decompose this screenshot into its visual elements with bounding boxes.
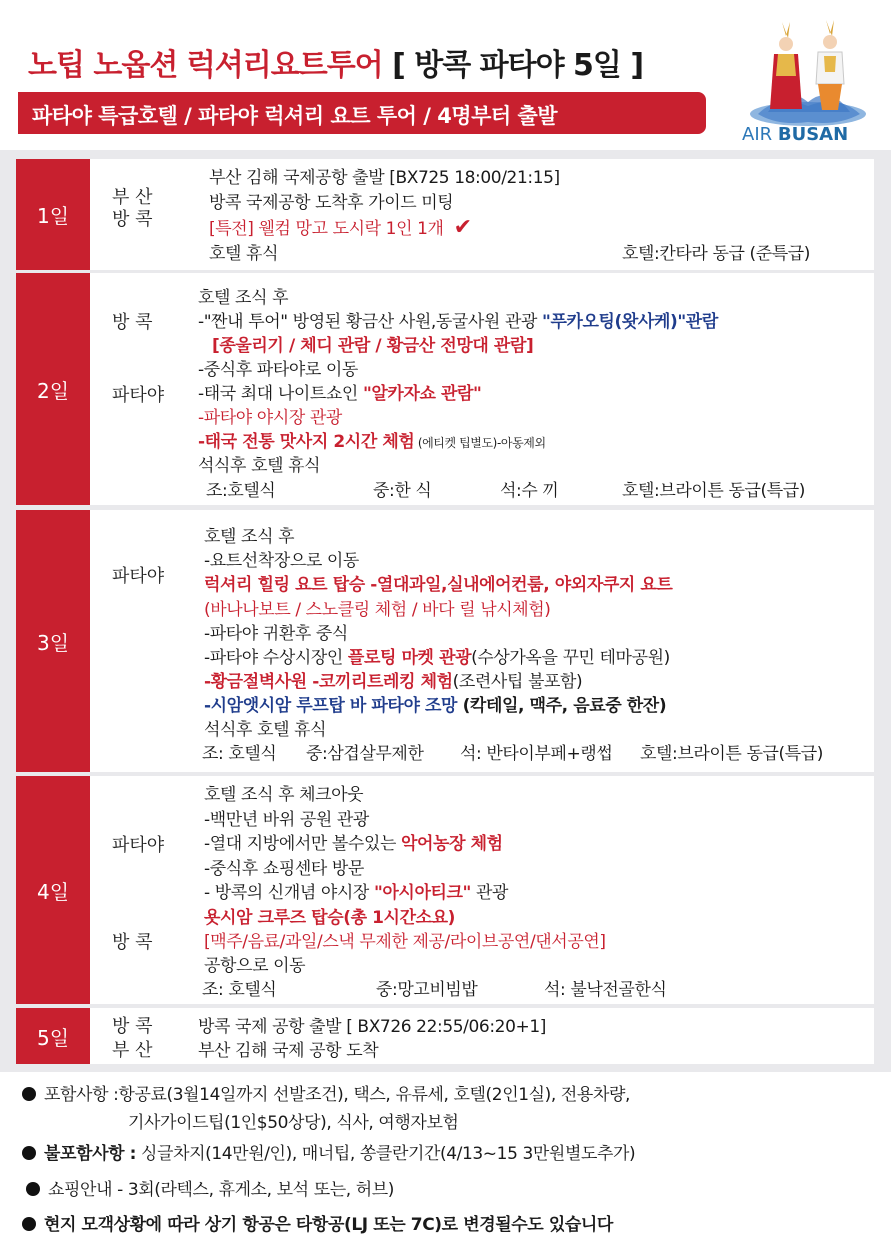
day-row-1: [16, 159, 874, 270]
itinerary-line: (바나나보트 / 스노클링 체험 / 바다 릴 낚시체험): [204, 600, 551, 620]
check-icon: ✔: [453, 215, 472, 240]
day-row-4: [16, 776, 874, 1004]
itinerary-line: 호텔 조식 후: [204, 527, 295, 547]
itinerary-line: 호텔 조식 후: [198, 288, 289, 308]
meal-lunch: 중:삼겹살무제한: [306, 744, 424, 764]
highlight-text: "알카자쇼 관람": [362, 384, 482, 404]
itinerary-line: -"짠내 투어" 방영된 황금산 사원,동굴사원 관광 "푸카오팅(왓사케)"관람: [198, 312, 718, 332]
itinerary-line: 방콕 국제 공항 출발 [ BX726 22:55/06:20+1]: [198, 1017, 546, 1037]
itinerary-line: -요트선착장으로 이동: [204, 551, 359, 571]
shopping-note: 쇼핑안내 - 3회(라텍스, 휴게소, 보석 또는, 허브): [26, 1175, 394, 1200]
place-label: 부 산: [112, 1040, 153, 1061]
meal-dinner: 석: 불낙전골한식: [544, 980, 667, 1000]
title-main: 노팁 노옵션 럭셔리요트투어: [28, 48, 383, 83]
meal-lunch: 중:망고비빔밥: [376, 980, 478, 1000]
day-label: 5일: [16, 1008, 90, 1064]
itinerary-line: -중식후 쇼핑센타 방문: [204, 859, 364, 879]
bullet-dot: [26, 1182, 40, 1196]
day-label: 3일: [16, 510, 90, 772]
itinerary-line: 석식후 호텔 휴식: [204, 720, 327, 740]
hotel-info: 호텔:브라이튼 동급(특급): [622, 481, 806, 501]
itinerary-line: 욧시암 크루즈 탑승(총 1시간소요): [204, 908, 456, 928]
itinerary-line: - 방콕의 신개념 야시장 "아시아티크" 관광: [204, 883, 509, 903]
airline-logo-text: AIR BUSAN: [742, 124, 849, 145]
itinerary-line: 방콕 국제공항 도착후 가이드 미팅: [209, 193, 454, 213]
hotel-info: 호텔:브라이튼 동급(특급): [640, 744, 824, 764]
bullet-dot: [22, 1146, 36, 1160]
itinerary-line: -파타야 야시장 관광: [198, 408, 342, 428]
place-label: 방 콕: [112, 1016, 153, 1037]
place-label: 방 콕: [112, 209, 153, 230]
header: [0, 0, 891, 150]
page-title: [28, 40, 643, 84]
place-label: 파타야: [112, 566, 165, 587]
bullet-dot: [22, 1217, 36, 1231]
subtitle-text: 파타야 특급호텔 / 파타야 럭셔리 요트 투어 / 4명부터 출발: [32, 104, 558, 128]
airline-change-note: 현지 모객상황에 따라 상기 항공은 타항공(LJ 또는 7C)로 변경될수도 있습니다: [22, 1210, 613, 1235]
bullet-dot: [22, 1087, 36, 1101]
meal-dinner: 석:수 끼: [500, 481, 559, 501]
meal-breakfast: 조: 호텔식: [202, 980, 277, 1000]
place-label: 파타야: [112, 385, 165, 406]
place-label: 파타야: [112, 835, 165, 856]
itinerary-line: 부산 김해 국제공항 출발 [BX725 18:00/21:15]: [209, 168, 560, 188]
highlight-text: "푸카오팅(왓사케)"관람: [542, 312, 718, 332]
itinerary-line: [209, 214, 472, 240]
itinerary-line: -파타야 수상시장인 플로팅 마켓 관광(수상가옥을 꾸민 테마공원): [204, 648, 670, 668]
meal-dinner: 석: 반타이부페+랭썹: [460, 744, 613, 764]
itinerary-line: -태국 최대 나이트쇼인 "알카자쇼 관람": [198, 384, 482, 404]
itinerary-line: -중식후 파타야로 이동: [198, 360, 358, 380]
meal-lunch: 중:한 식: [373, 481, 432, 501]
place-label: 방 콕: [112, 312, 153, 333]
itinerary-line: -시암앳시암 루프탑 바 파타야 조망 (칵테일, 맥주, 음료중 한잔): [204, 696, 667, 716]
day-label: 1일: [16, 159, 90, 270]
day-row-2: [16, 273, 874, 505]
itinerary-line: 석식후 호텔 휴식: [198, 456, 321, 476]
included-note-cont: 기사가이드팁(1인$50상당), 식사, 여행자보험: [128, 1113, 459, 1133]
meal-breakfast: 조:호텔식: [206, 481, 276, 501]
itinerary-line: -열대 지방에서만 볼수있는 악어농장 체험: [204, 834, 503, 854]
title-route: [ 방콕 파타야 5일 ]: [392, 48, 644, 83]
itinerary-line: 공항으로 이동: [204, 956, 306, 976]
included-note: 포함사항 :항공료(3월14일까지 선발조건), 택스, 유류세, 호텔(2인1실), 전용차량,: [22, 1080, 630, 1105]
place-label: 부 산: [112, 187, 153, 208]
itinerary-line: [종울리기 / 체디 관람 / 황금산 전망대 관람]: [212, 336, 534, 356]
itinerary-line: -태국 전통 맛사지 2시간 체험 (에티켓 팁별도)-아동제외: [198, 432, 546, 452]
welcome-gift-text: [특전] 웰컴 망고 도시락 1인 1개: [209, 219, 444, 239]
day-label: 2일: [16, 273, 90, 505]
itinerary-line: [맥주/음료/과일/스낵 무제한 제공/라이브공연/댄서공연]: [204, 932, 606, 952]
itinerary-line: 럭셔리 힐링 요트 탑승 -열대과일,실내에어컨룸, 야외자쿠지 요트: [204, 575, 673, 595]
day-row-5: [16, 1008, 874, 1064]
hotel-info: 호텔:칸타라 동급 (준특급): [622, 244, 811, 264]
day-label: 4일: [16, 776, 90, 1004]
itinerary-line: 호텔 조식 후 체크아웃: [204, 785, 364, 805]
itinerary-line: -황금절벽사원 -코끼리트레킹 체험(조련사팁 불포함): [204, 672, 583, 692]
itinerary-line: -백만년 바위 공원 관광: [204, 810, 369, 830]
meal-breakfast: 조: 호텔식: [202, 744, 277, 764]
itinerary-panel: [0, 150, 891, 1072]
subtitle-bar: [18, 92, 706, 134]
itinerary-line: 부산 김해 국제 공항 도착: [198, 1041, 379, 1061]
itinerary-line: 호텔 휴식: [209, 244, 279, 264]
itinerary-line: -파타야 귀환후 중식: [204, 624, 348, 644]
excluded-note: 불포함사항 : 싱글차지(14만원/인), 매너팁, 쏭클란기간(4/13~15 3만원별도추가): [22, 1139, 635, 1164]
day-row-3: [16, 510, 874, 772]
place-label: 방 콕: [112, 932, 153, 953]
